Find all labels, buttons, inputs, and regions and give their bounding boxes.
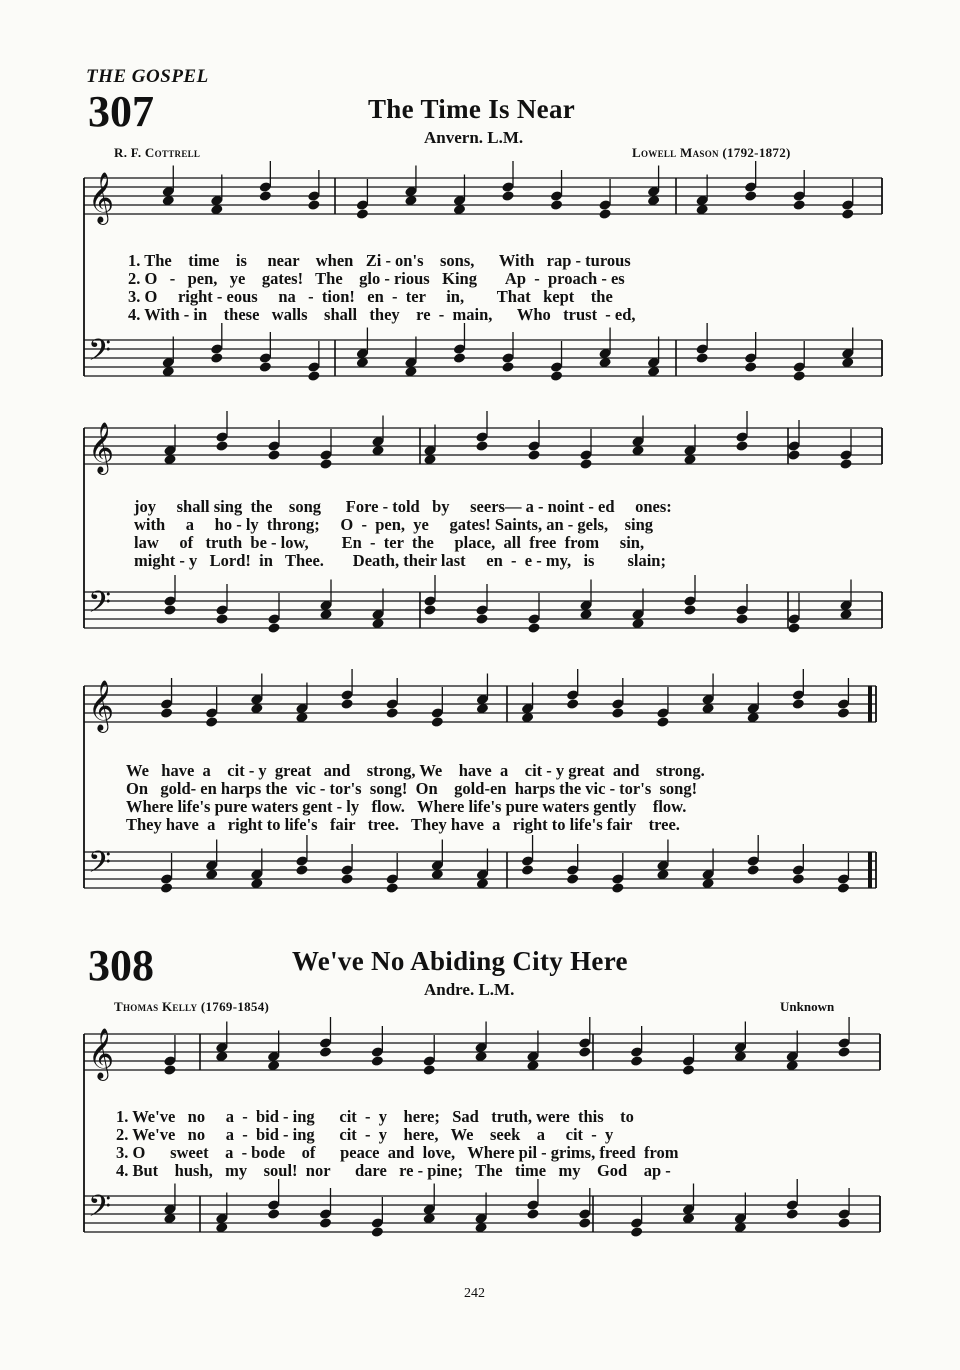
note-head: [319, 1046, 332, 1058]
note-head: [385, 882, 398, 894]
note-head: [786, 1208, 799, 1220]
note-head: [735, 440, 748, 452]
lyric-line: law of truth be - low, En - ter the place, all free from sin,: [134, 533, 645, 552]
note-head: [611, 882, 624, 894]
lyric-line: 2. O - pen, ye gates! The glo - rious King Ap - proach - es: [128, 269, 625, 288]
tune-name: Andre. L.M.: [424, 980, 515, 999]
note-head: [205, 716, 218, 728]
note-head: [340, 698, 353, 710]
note-head: [746, 864, 759, 876]
lyric-line: 3. O right - eous na - tion! en - ter in, That kept the: [128, 287, 613, 306]
bass-clef-icon: 𝄢: [88, 586, 112, 627]
treble-clef-icon: 𝄞: [88, 172, 115, 223]
bass-clef-icon: 𝄢: [88, 334, 112, 375]
lyric-line: On gold- en harps the vic - tor's song! On gold-en harps the vic - tor's song!: [126, 779, 698, 798]
note-head: [598, 208, 611, 220]
note-head: [267, 622, 280, 634]
note-head: [744, 361, 757, 373]
note-head: [259, 190, 272, 202]
note-head: [787, 622, 800, 634]
music-credit: Lowell Mason (1792-1872): [632, 145, 791, 160]
bass-clef-icon: 𝄢: [88, 846, 112, 887]
words-credit: Thomas Kelly (1769-1854): [114, 999, 270, 1014]
note-head: [371, 1226, 384, 1238]
note-head: [683, 604, 696, 616]
note-head: [431, 716, 444, 728]
lyric-line: 4. But hush, my soul! nor dare re - pine; The time my God ap -: [116, 1161, 671, 1180]
note-head: [695, 352, 708, 364]
lyric-line: 3. O sweet a - bode of peace and love, Where pil - grims, freed from: [116, 1143, 679, 1162]
note-head: [319, 1217, 332, 1229]
note-head: [215, 613, 228, 625]
page-number: 242: [464, 1286, 485, 1301]
note-head: [163, 1064, 176, 1076]
note-head: [579, 458, 592, 470]
note-head: [527, 449, 540, 461]
words-credit: R. F. Cottrell: [114, 145, 201, 160]
note-head: [611, 707, 624, 719]
note-head: [578, 1217, 591, 1229]
note-head: [578, 1046, 591, 1058]
note-head: [550, 370, 563, 382]
note-head: [744, 190, 757, 202]
note-head: [501, 190, 514, 202]
note-head: [630, 1055, 643, 1067]
note-head: [160, 882, 173, 894]
note-head: [340, 873, 353, 885]
note-head: [526, 1208, 539, 1220]
lyric-line: with a ho - ly throng; O - pen, ye gates! Saints, an - gels, sing: [134, 515, 654, 534]
bass-clef-icon: 𝄢: [88, 1190, 112, 1231]
note-head: [267, 1208, 280, 1220]
note-head: [319, 458, 332, 470]
note-head: [793, 370, 806, 382]
lyric-line: 2. We've no a - bid - ing cit - y here, We seek a cit - y: [116, 1125, 614, 1144]
note-head: [656, 716, 669, 728]
note-head: [295, 864, 308, 876]
note-head: [550, 199, 563, 211]
tune-name: Anvern. L.M.: [424, 128, 524, 147]
note-head: [630, 1226, 643, 1238]
note-head: [267, 449, 280, 461]
note-head: [423, 604, 436, 616]
note-head: [792, 698, 805, 710]
note-head: [735, 613, 748, 625]
lyric-line: 4. With - in these walls shall they re - main, Who trust - ed,: [128, 305, 636, 324]
note-head: [160, 707, 173, 719]
note-head: [475, 440, 488, 452]
lyric-line: Where life's pure waters gent - ly flow. Where life's pure waters gently flow.: [126, 797, 687, 816]
section-heading: THE GOSPEL: [86, 66, 209, 87]
hymn-number: 308: [88, 941, 154, 990]
hymn-number: 307: [88, 87, 154, 136]
note-head: [792, 873, 805, 885]
note-head: [566, 698, 579, 710]
lyric-line: 1. We've no a - bid - ing cit - y here; Sad truth, were this to: [116, 1107, 634, 1126]
note-head: [837, 707, 850, 719]
note-head: [787, 449, 800, 461]
note-head: [307, 370, 320, 382]
note-head: [566, 873, 579, 885]
note-head: [793, 199, 806, 211]
note-head: [356, 208, 369, 220]
note-head: [210, 352, 223, 364]
lyric-line: We have a cit - y great and strong, We have a cit - y great and strong.: [126, 761, 705, 780]
note-head: [453, 352, 466, 364]
note-head: [371, 1055, 384, 1067]
note-head: [307, 199, 320, 211]
note-head: [837, 882, 850, 894]
note-head: [163, 604, 176, 616]
lyric-line: might - y Lord! in Thee. Death, their last en - e - my, is slain;: [134, 551, 666, 570]
lyric-line: joy shall sing the song Fore - told by seers— a - noint - ed ones:: [134, 497, 672, 516]
note-head: [215, 440, 228, 452]
treble-clef-icon: 𝄞: [88, 422, 115, 473]
hymn-title: The Time Is Near: [368, 94, 576, 124]
treble-clef-icon: 𝄞: [88, 680, 115, 731]
lyric-line: 1. The time is near when Zi - on's sons, With rap - turous: [128, 251, 631, 270]
note-head: [837, 1046, 850, 1058]
note-head: [501, 361, 514, 373]
note-head: [527, 622, 540, 634]
music-credit: Unknown: [780, 999, 835, 1014]
note-head: [259, 361, 272, 373]
note-head: [837, 1217, 850, 1229]
hymn-title: We've No Abiding City Here: [292, 946, 628, 976]
note-head: [841, 208, 854, 220]
note-head: [423, 1064, 436, 1076]
note-head: [475, 613, 488, 625]
note-head: [521, 864, 534, 876]
note-head: [385, 707, 398, 719]
note-head: [839, 458, 852, 470]
treble-clef-icon: 𝄞: [88, 1028, 115, 1079]
lyric-line: They have a right to life's fair tree. They have a right to life's fair tree.: [126, 815, 680, 834]
note-head: [682, 1064, 695, 1076]
